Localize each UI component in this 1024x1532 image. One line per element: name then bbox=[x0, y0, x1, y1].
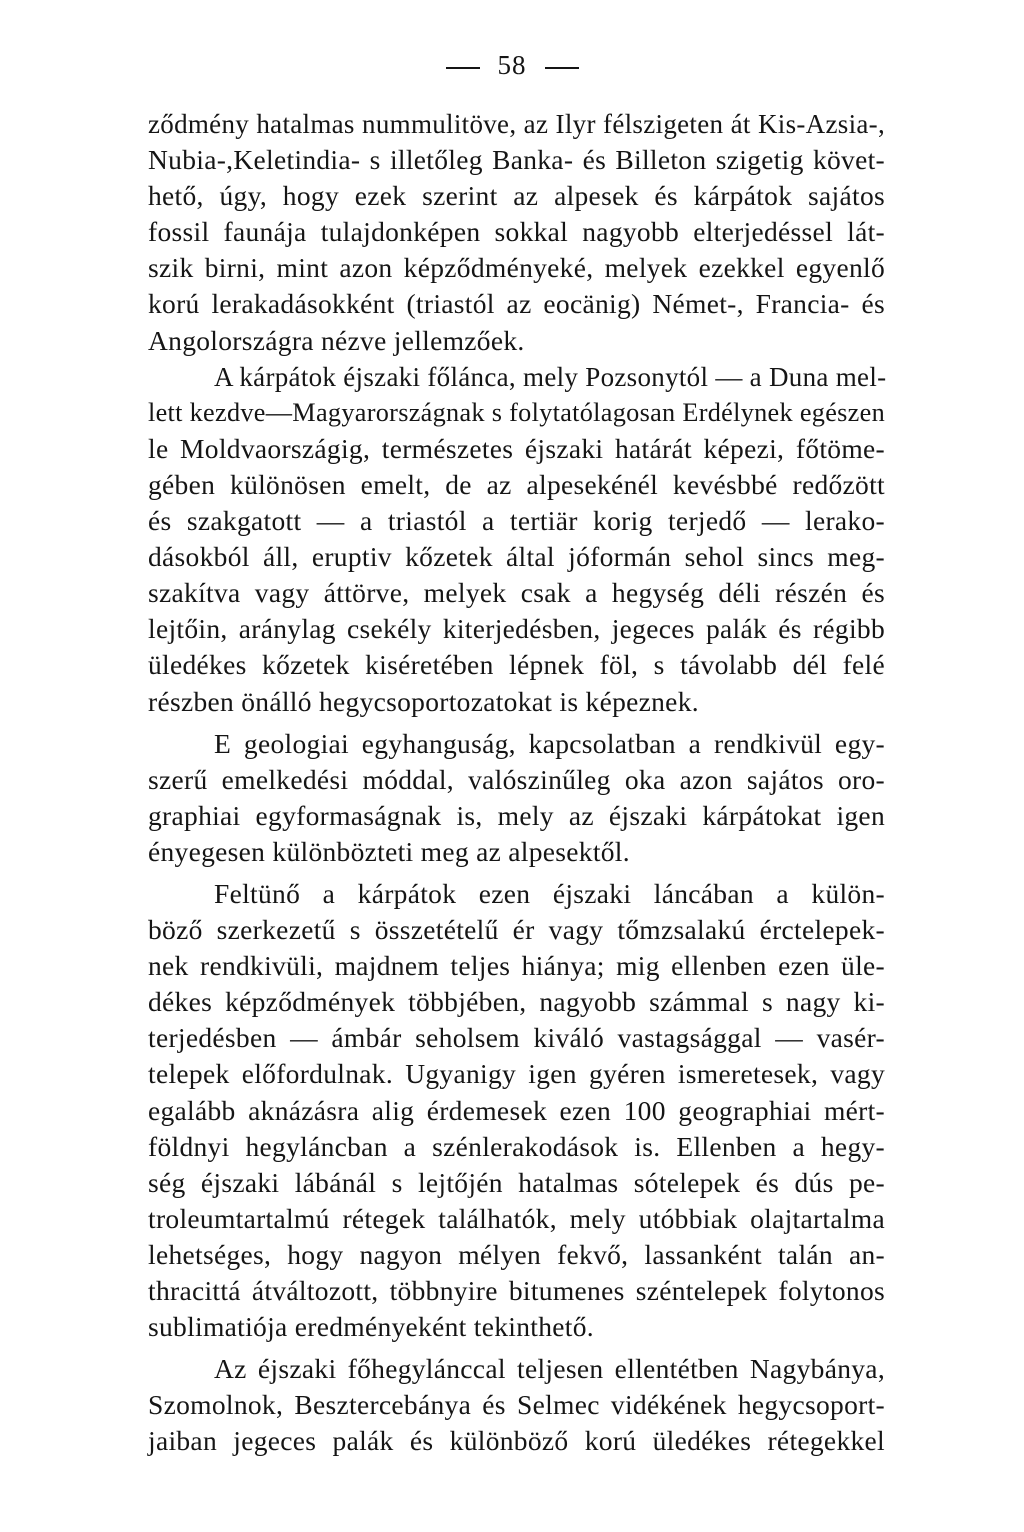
text-line: korú lerakadásokként (triastól az eocänig) Német-, Francia- és bbox=[148, 288, 885, 320]
text-line: szerű emelkedési móddal, valószinűleg oka azon sajátos oro- bbox=[148, 763, 885, 795]
text-line: földnyi hegyláncban a szénlerakodások is. Ellenben a hegy- bbox=[148, 1130, 885, 1162]
text-line: szakítva vagy áttörve, melyek csak a hegység déli részén és bbox=[148, 577, 885, 609]
text-line: fossil faunája tulajdonképen sokkal nagyobb elterjedéssel lát- bbox=[148, 216, 885, 248]
text-line: A kárpátok éjszaki főlánca, mely Pozsonytól — a Duna mel- bbox=[214, 361, 887, 392]
text-line: terjedésben — ámbár seholsem kiváló vastagsággal — vasér- bbox=[148, 1022, 885, 1054]
text-line: hető, úgy, hogy ezek szerint az alpesek és kárpátok sajátos bbox=[148, 180, 885, 212]
text-line: ényegesen különbözteti meg az alpesektől. bbox=[148, 835, 630, 867]
text-line: nek rendkivüli, majdnem teljes hiánya; mig ellenben ezen üle- bbox=[148, 950, 885, 982]
text-line: jaiban jegeces palák és különböző korú üledékes rétegekkel bbox=[148, 1425, 885, 1457]
text-line: Szomolnok, Besztercebánya és Selmec vidékének hegycsoport- bbox=[148, 1389, 885, 1421]
text-line: üledékes kőzetek kiséretében lépnek föl, s távolabb dél felé bbox=[148, 649, 885, 681]
text-line: telepek előfordulnak. Ugyanigy igen gyéren ismeretesek, vagy bbox=[148, 1058, 885, 1090]
text-line: részben önálló hegycsoportozatokat is képeznek. bbox=[148, 685, 699, 717]
text-line: Nubia-,Keletindia- s illetőleg Banka- és Billeton szigetig követ- bbox=[148, 144, 885, 176]
text-line: E geologiai egyhanguság, kapcsolatban a rendkivül egy- bbox=[214, 727, 885, 759]
page-number: 58 bbox=[497, 50, 527, 80]
text-line: lejtőin, aránylag csekély kiterjedésben, jegeces palák és régibb bbox=[148, 613, 885, 645]
text-line: sublimatiója eredményeként tekinthető. bbox=[148, 1311, 594, 1343]
text-line: ség éjszaki lábánál s lejtőjén hatalmas sótelepek és dús pe- bbox=[148, 1166, 885, 1198]
text-line: graphiai egyformaságnak is, mely az éjszaki kárpátokat igen bbox=[148, 799, 885, 831]
text-line: Az éjszaki főhegylánccal teljesen ellentétben Nagybánya, bbox=[214, 1353, 885, 1385]
text-line: szik birni, mint azon képződményeké, melyek ezekkel egyenlő bbox=[148, 252, 885, 284]
page-header bbox=[0, 50, 1024, 81]
text-line: lehetséges, hogy nagyon mélyen fekvő, lassanként talán an- bbox=[148, 1238, 885, 1270]
text-line: Angolországra nézve jellemzőek. bbox=[148, 324, 525, 356]
text-line: lett kezdve—Magyarországnak s folytatólagosan Erdélynek egészen bbox=[148, 397, 885, 427]
body-text bbox=[148, 106, 885, 1459]
text-line: Feltünő a kárpátok ezen éjszaki láncában a külön- bbox=[214, 877, 885, 909]
header-dash-right bbox=[545, 67, 579, 69]
text-line: egalább aknázásra alig érdemesek ezen 100 geographiai mért- bbox=[148, 1094, 885, 1126]
text-line: le Moldvaországig, természetes éjszaki határát képezi, főtöme- bbox=[148, 432, 885, 464]
text-line: böző szerkezetű s összetételű ér vagy tőmzsalakú érctelepek- bbox=[148, 914, 885, 946]
text-line: ződmény hatalmas nummulitöve, az Ilyr félszigeten át Kis-Azsia-, bbox=[148, 109, 885, 139]
text-line: troleumtartalmú rétegek találhatók, mely utóbbiak olajtartalma bbox=[148, 1202, 885, 1234]
text-line: gében különösen emelt, de az alpesekénél kevésbbé redőzött bbox=[148, 468, 885, 500]
text-line: thracittá átváltozott, többnyire bitumenes széntelepek folytonos bbox=[148, 1275, 885, 1306]
text-line: dékes képződmények többjében, nagyobb számmal s nagy ki- bbox=[148, 986, 885, 1018]
text-line: és szakgatott — a triastól a tertiär korig terjedő — lerako- bbox=[148, 505, 885, 537]
header-dash-left bbox=[446, 67, 480, 69]
text-line: dásokból áll, eruptiv kőzetek által jóformán sehol sincs meg- bbox=[148, 541, 885, 573]
